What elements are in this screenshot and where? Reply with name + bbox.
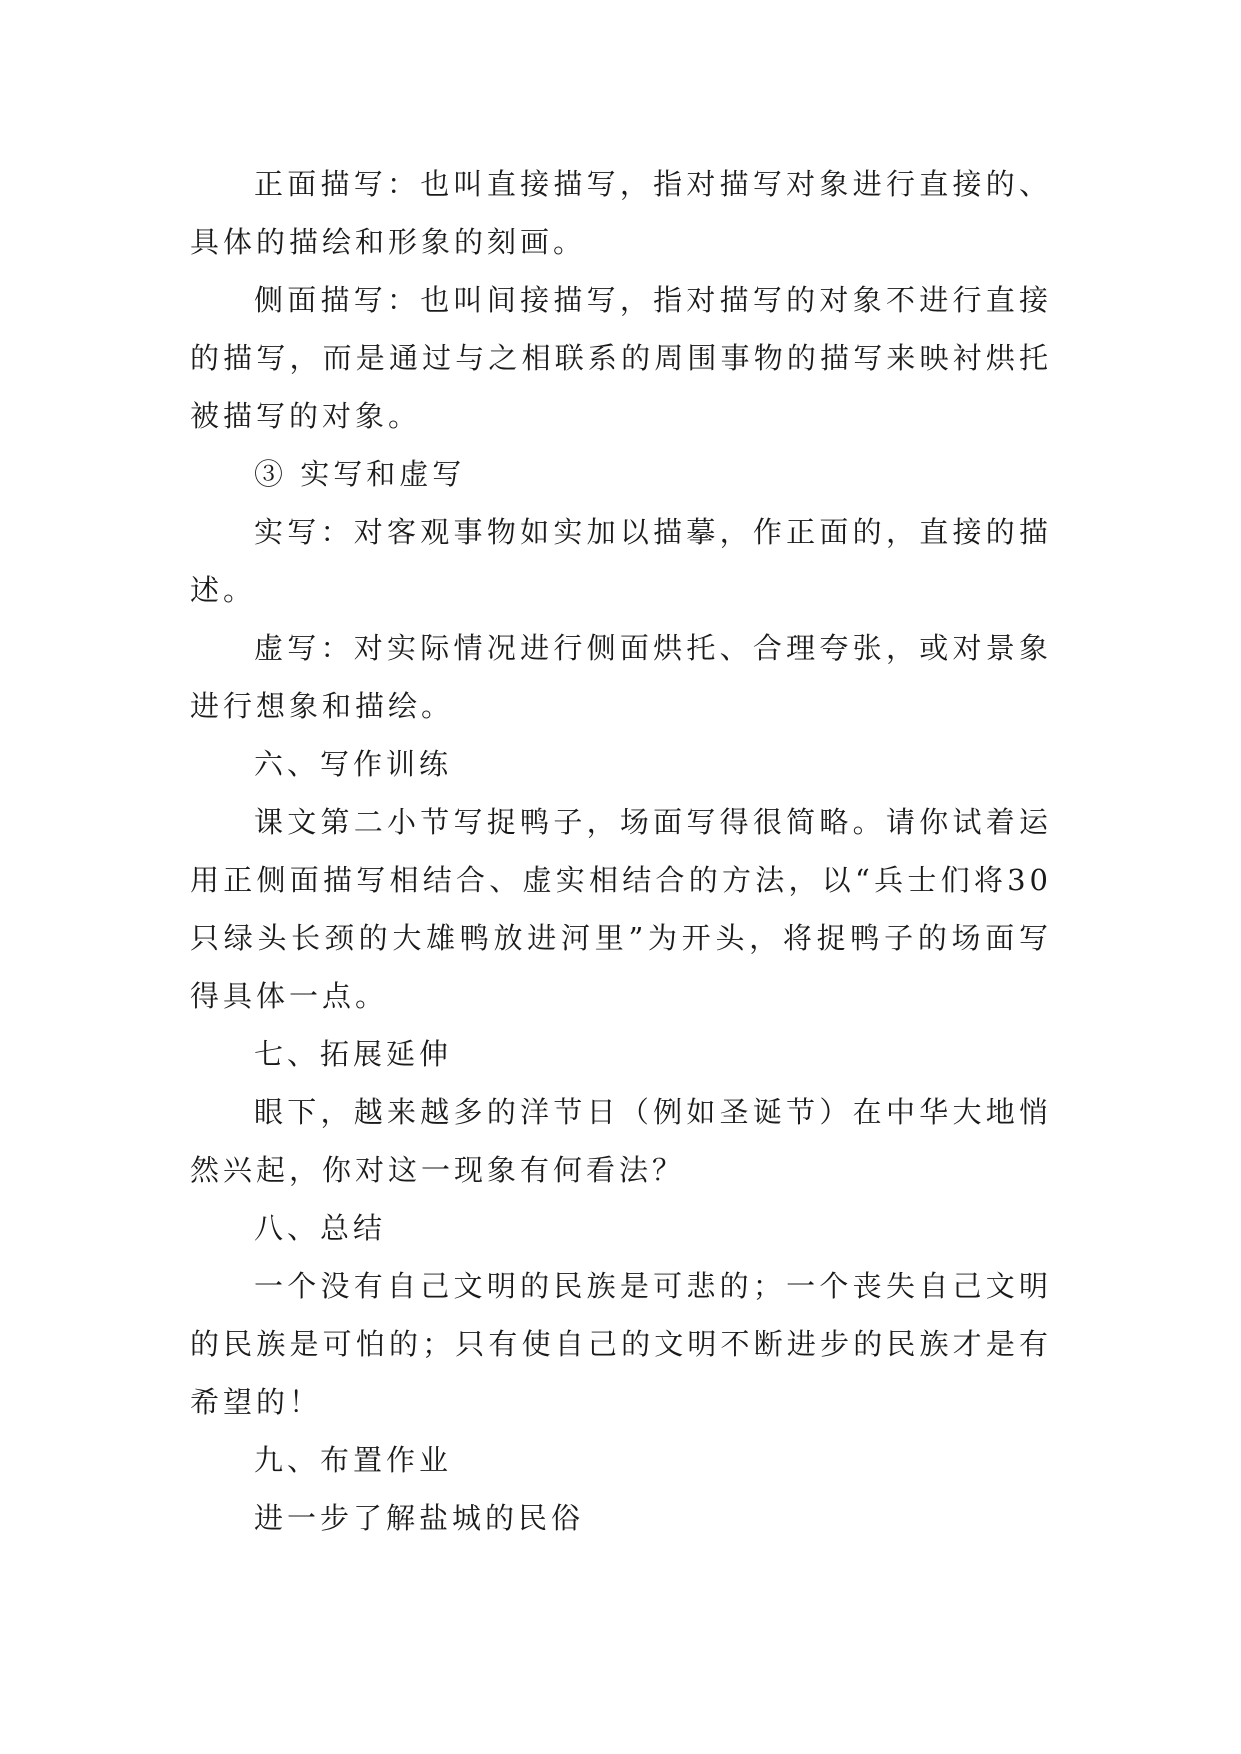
paragraph-front-description: 正面描写：也叫直接描写，指对描写对象进行直接的、具体的描绘和形象的刻画。	[190, 167, 1052, 259]
section-heading-homework: 九、布置作业	[254, 1443, 453, 1477]
section-heading-extension: 七、拓展延伸	[254, 1037, 453, 1071]
document-body	[190, 155, 1052, 1547]
section-heading-summary: 八、总结	[254, 1211, 387, 1245]
subheading-real-virtual-writing: ③ 实写和虚写	[254, 457, 466, 491]
section-heading-writing-training: 六、写作训练	[254, 747, 453, 781]
paragraph-writing-training: 课文第二小节写捉鸭子，场面写得很简略。请你试着运用正侧面描写相结合、虚实相结合的方法，以“兵士们将30只绿头长颈的大雄鸭放进河里”为开头，将捉鸭子的场面写得具体一点。	[190, 805, 1052, 1013]
paragraph-real-writing: 实写：对客观事物如实加以描摹，作正面的，直接的描述。	[190, 515, 1052, 607]
paragraph-homework: 进一步了解盐城的民俗	[254, 1501, 585, 1535]
paragraph-side-description: 侧面描写：也叫间接描写，指对描写的对象不进行直接的描写，而是通过与之相联系的周围事物的描写来映衬烘托被描写的对象。	[190, 283, 1052, 433]
paragraph-summary: 一个没有自己文明的民族是可悲的；一个丧失自己文明的民族是可怕的；只有使自己的文明不断进步的民族才是有希望的！	[190, 1269, 1052, 1419]
paragraph-extension: 眼下，越来越多的洋节日（例如圣诞节）在中华大地悄然兴起，你对这一现象有何看法？	[190, 1095, 1052, 1187]
paragraph-virtual-writing: 虚写：对实际情况进行侧面烘托、合理夸张，或对景象进行想象和描绘。	[190, 631, 1052, 723]
